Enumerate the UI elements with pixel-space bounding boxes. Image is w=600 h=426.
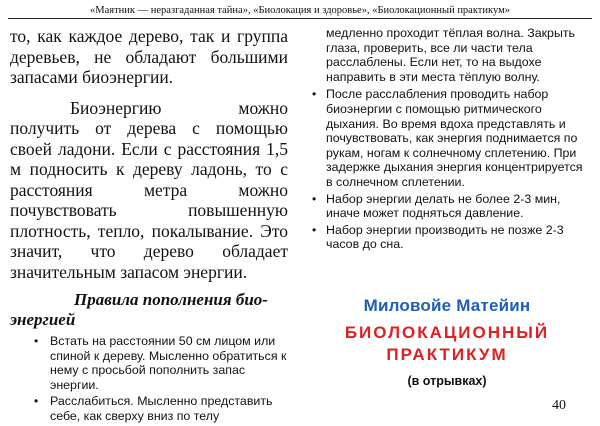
rules-list-right <box>306 87 588 252</box>
book-subtitle: (в отрывках) <box>407 374 487 388</box>
paragraph-trees: то, как каждое дерево, так и группа деревьев, не обладают большими запасами биоэнергии. <box>10 26 288 87</box>
list-item-text: После расслабления проводить набор биоэнергии с помощью ритмического дыхания. Во время вдоха представлять и почувствовать, как энергия поднимается по рукам, ногам к солнечному сплетению. При задержке дыхания энергия концентрируется в солнечном сплетении. <box>326 87 583 189</box>
list-item <box>10 394 288 423</box>
rules-list-left <box>10 334 288 424</box>
list-item <box>306 87 588 189</box>
section-heading-line-1: Правила пополнения био- <box>74 290 268 309</box>
list-item-text: Расслабиться. Мысленно представить себе, как сверху вниз по телу <box>50 394 273 423</box>
bullet-icon: • <box>312 87 317 102</box>
list-item-continuation: медленно проходит тёплая волна. Закрыть глаза, проверить, все ли части тела расслаблены. Если нет, то на выдохе направить в эти места тёплую волну. <box>326 26 575 84</box>
paragraph-palm: Биоэнергию можно получить от дерева с помощью своей ладони. Если с расстояния 1,5 м подносить к дереву ладонь, то с расстояния метра можно почувствовать повышенную плотность, тепло, покалывание. Это значит, что дерево обладает значительным запасом энергии. <box>10 97 288 282</box>
bullet-icon: • <box>34 394 39 409</box>
right-column <box>306 26 588 254</box>
list-item-text: Набор энергии производить не позже 2-3 часов до сна. <box>326 222 564 252</box>
section-heading-line-2: энергией <box>10 310 76 329</box>
bullet-icon: • <box>312 191 317 206</box>
bullet-icon: • <box>34 334 39 348</box>
book-title-line-1: БИОЛОКАЦИОННЫЙ <box>344 323 550 342</box>
section-heading <box>10 290 288 330</box>
book-title-line-2: ПРАКТИКУМ <box>386 345 508 364</box>
page-number: 40 <box>552 398 566 413</box>
book-title <box>306 322 588 366</box>
author-name: Миловойе Матейин <box>363 296 531 315</box>
running-header: «Маятник — неразгаданная тайна», «Биолокация и здоровье», «Биолокационный практикум» <box>8 4 592 19</box>
list-item <box>306 192 588 221</box>
list-item-text: Встать на расстоянии 50 см лицом или спиной к дереву. Мысленно обратиться к нему с просьбой пополнить запас энергии. <box>50 334 287 392</box>
list-item <box>306 223 588 252</box>
list-item-text: Набор энергии делать не более 2-3 мин, иначе может подняться давление. <box>326 191 561 221</box>
bullet-icon: • <box>312 222 317 237</box>
list-item <box>10 334 288 392</box>
left-column <box>10 26 288 426</box>
